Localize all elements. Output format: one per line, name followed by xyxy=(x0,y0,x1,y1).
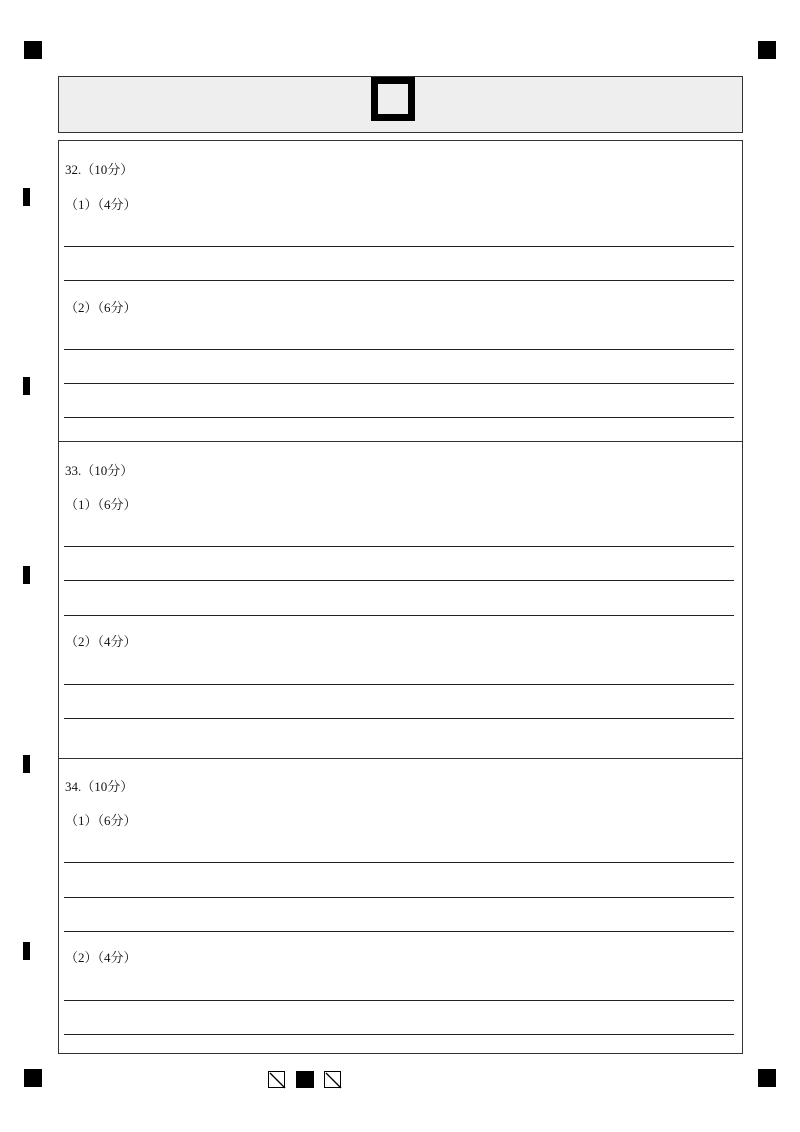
answer-line[interactable] xyxy=(64,349,734,350)
question-34-title: 34.（10分） xyxy=(65,779,134,794)
timing-mark xyxy=(23,377,30,395)
answer-line[interactable] xyxy=(64,862,734,863)
section-divider xyxy=(58,441,743,442)
page-code-solid-box-icon xyxy=(296,1071,314,1088)
question-33-title: 33.（10分） xyxy=(65,463,134,478)
timing-mark xyxy=(23,188,30,206)
answer-line[interactable] xyxy=(64,280,734,281)
page-code-diagonal-box-icon xyxy=(268,1071,285,1088)
question-33-part-1-label: （1）（6分） xyxy=(65,497,137,512)
answer-line[interactable] xyxy=(64,897,734,898)
corner-mark-top-right xyxy=(758,41,776,59)
corner-mark-bottom-right xyxy=(758,1069,776,1087)
timing-mark xyxy=(23,566,30,584)
question-32-part-1-label: （1）（4分） xyxy=(65,197,137,212)
answer-line[interactable] xyxy=(64,1000,734,1001)
question-33-part-2-label: （2）（4分） xyxy=(65,634,137,649)
answer-line[interactable] xyxy=(64,718,734,719)
answer-line[interactable] xyxy=(64,383,734,384)
corner-mark-bottom-left xyxy=(24,1069,42,1087)
section-divider xyxy=(58,758,743,759)
answer-line[interactable] xyxy=(64,580,734,581)
question-32-part-2-label: （2）（6分） xyxy=(65,300,137,315)
question-34-part-2-label: （2）（4分） xyxy=(65,950,137,965)
answer-line[interactable] xyxy=(64,1034,734,1035)
answer-line[interactable] xyxy=(64,417,734,418)
answer-line[interactable] xyxy=(64,684,734,685)
answer-line[interactable] xyxy=(64,546,734,547)
question-32-title: 32.（10分） xyxy=(65,162,134,177)
header-square-mark xyxy=(371,77,415,121)
answer-line[interactable] xyxy=(64,246,734,247)
answer-frame xyxy=(58,140,743,1054)
corner-mark-top-left xyxy=(24,41,42,59)
timing-mark xyxy=(23,755,30,773)
answer-line[interactable] xyxy=(64,615,734,616)
question-34-part-1-label: （1）（6分） xyxy=(65,813,137,828)
timing-mark xyxy=(23,942,30,960)
page-code-diagonal-box-icon xyxy=(324,1071,341,1088)
answer-line[interactable] xyxy=(64,931,734,932)
